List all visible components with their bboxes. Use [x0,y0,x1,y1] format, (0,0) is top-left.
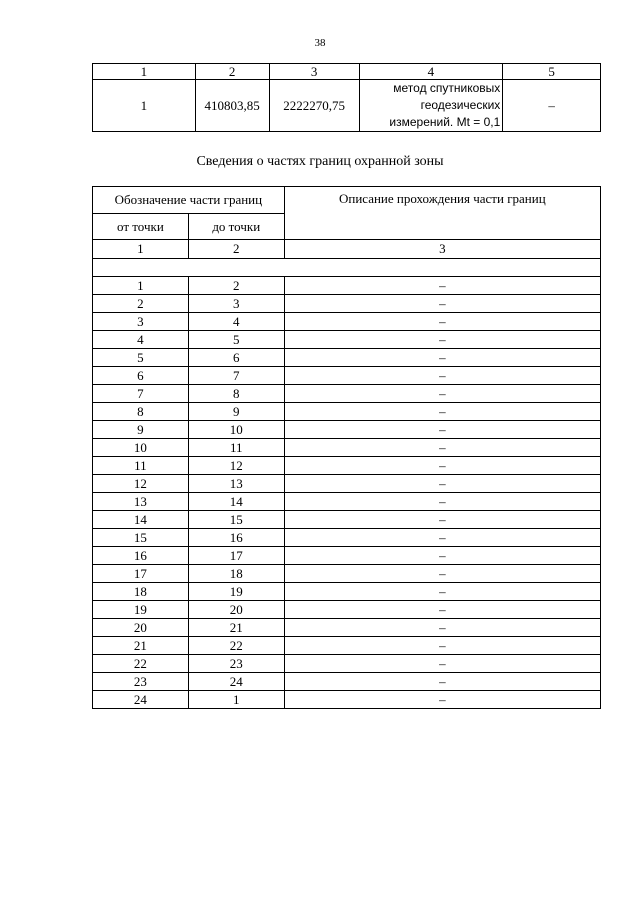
to-point-cell: 21 [188,619,284,637]
page-number: 38 [314,37,326,49]
description-cell: – [284,295,600,313]
from-point-cell: 11 [93,457,189,475]
method-line: метод спутниковых [393,81,501,95]
from-point-cell: 8 [93,403,189,421]
to-point-cell: 3 [188,295,284,313]
description-cell: – [284,529,600,547]
from-point-cell: 14 [93,511,189,529]
description-cell: – [284,475,600,493]
to-point-cell: 24 [188,673,284,691]
from-point-cell: 5 [93,349,189,367]
from-point-cell: 2 [93,295,189,313]
description-cell: – [284,349,600,367]
header-cell: 2 [195,64,269,80]
from-point-cell: 20 [93,619,189,637]
description-cell: – [284,277,600,295]
description-cell: – [284,601,600,619]
from-point-cell: 15 [93,529,189,547]
to-point-cell: 8 [188,385,284,403]
description-cell: – [284,367,600,385]
to-point-cell: 12 [188,457,284,475]
description-cell: – [284,565,600,583]
table-row [93,619,601,637]
to-point-cell: 1 [188,691,284,709]
to-point-cell: 15 [188,511,284,529]
table-row [93,349,601,367]
header-cell: 1 [93,64,196,80]
description-cell: – [503,80,601,132]
description-header: Описание прохождения части границ [284,187,600,240]
from-point-cell: 3 [93,313,189,331]
to-point-cell: 6 [188,349,284,367]
table-row [93,655,601,673]
to-point-cell: 22 [188,637,284,655]
table-row [93,673,601,691]
from-point-cell: 13 [93,493,189,511]
from-point-cell: 9 [93,421,189,439]
table-row [93,529,601,547]
from-point-cell: 12 [93,475,189,493]
description-cell: – [284,421,600,439]
table-row [93,637,601,655]
coordinates-data-row [93,80,601,132]
to-point-cell: 4 [188,313,284,331]
to-point-cell: 5 [188,331,284,349]
column-index-cell: 2 [188,240,284,259]
from-point-cell: 18 [93,583,189,601]
y-coordinate-cell: 2222270,75 [269,80,359,132]
to-point-cell: 23 [188,655,284,673]
from-point-header: от точки [93,214,189,240]
to-point-cell: 13 [188,475,284,493]
to-point-cell: 11 [188,439,284,457]
from-point-cell: 16 [93,547,189,565]
to-point-cell: 2 [188,277,284,295]
header-cell: 5 [503,64,601,80]
group-header: Обозначение части границ [93,187,285,214]
table-row [93,367,601,385]
x-coordinate-cell: 410803,85 [195,80,269,132]
from-point-cell: 4 [93,331,189,349]
from-point-cell: 10 [93,439,189,457]
description-cell: – [284,583,600,601]
header-cell: 4 [359,64,503,80]
header-row [93,187,601,214]
table-row [93,601,601,619]
from-point-cell: 19 [93,601,189,619]
header-cell: 3 [269,64,359,80]
from-point-cell: 7 [93,385,189,403]
table-row [93,331,601,349]
blank-row [93,259,601,277]
description-cell: – [284,457,600,475]
method-cell [359,80,503,132]
from-point-cell: 1 [93,277,189,295]
from-point-cell: 22 [93,655,189,673]
method-line: измерений. Mt = 0,1 [389,115,501,129]
from-point-cell: 23 [93,673,189,691]
description-cell: – [284,313,600,331]
table-row [93,313,601,331]
to-point-header: до точки [188,214,284,240]
to-point-cell: 16 [188,529,284,547]
description-cell: – [284,439,600,457]
table-row [93,565,601,583]
table-row [93,277,601,295]
from-point-cell: 6 [93,367,189,385]
table-row [93,583,601,601]
coordinates-table [92,63,601,132]
description-cell: – [284,493,600,511]
description-cell: – [284,547,600,565]
from-point-cell: 21 [93,637,189,655]
point-number-cell: 1 [93,80,196,132]
description-cell: – [284,673,600,691]
to-point-cell: 17 [188,547,284,565]
method-line: геодезических [420,98,501,112]
description-cell: – [284,385,600,403]
table-row [93,475,601,493]
table-row [93,403,601,421]
table-row [93,547,601,565]
table-row [93,691,601,709]
table-row [93,457,601,475]
section-title: Сведения о частях границ охранной зоны [196,154,444,169]
description-cell: – [284,619,600,637]
description-cell: – [284,637,600,655]
blank-cell [93,259,601,277]
table-row [93,439,601,457]
table-row [93,421,601,439]
to-point-cell: 7 [188,367,284,385]
column-index-cell: 3 [284,240,600,259]
to-point-cell: 9 [188,403,284,421]
to-point-cell: 19 [188,583,284,601]
table-row [93,493,601,511]
description-cell: – [284,403,600,421]
from-point-cell: 24 [93,691,189,709]
from-point-cell: 17 [93,565,189,583]
to-point-cell: 18 [188,565,284,583]
column-index-row [93,240,601,259]
description-cell: – [284,691,600,709]
description-cell: – [284,655,600,673]
boundary-parts-table [92,186,601,709]
to-point-cell: 10 [188,421,284,439]
to-point-cell: 20 [188,601,284,619]
column-index-cell: 1 [93,240,189,259]
table-row [93,295,601,313]
description-cell: – [284,511,600,529]
table-row [93,511,601,529]
table-row [93,385,601,403]
coordinates-header-row [93,64,601,80]
to-point-cell: 14 [188,493,284,511]
description-cell: – [284,331,600,349]
